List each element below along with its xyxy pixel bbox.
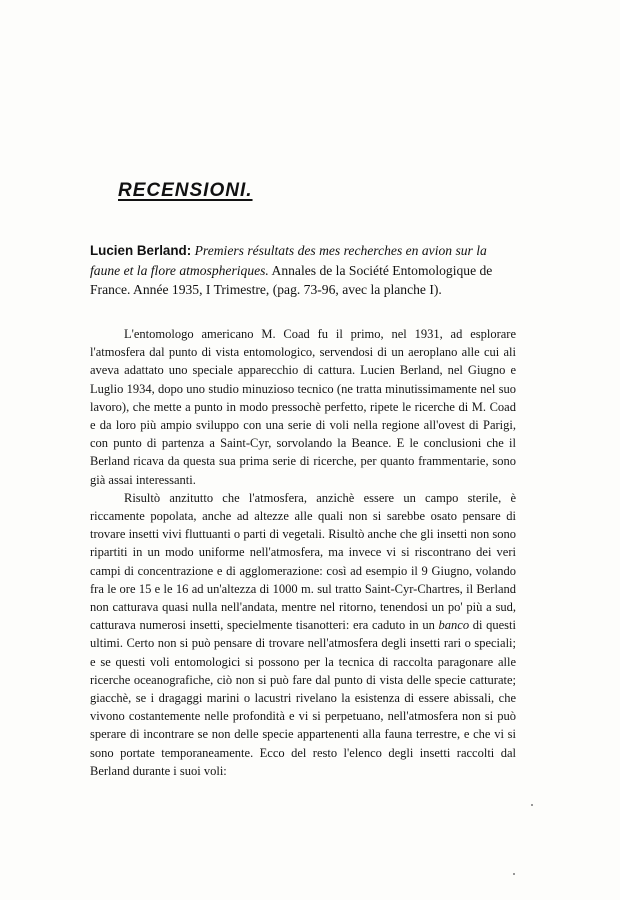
review-author: Lucien Berland bbox=[90, 243, 187, 258]
review-body bbox=[90, 325, 516, 780]
review-citation bbox=[90, 241, 516, 300]
paragraph-2-part-b: di questi ultimi. Certo non si può pensare di trovare nell'atmosfera degli insetti rari o speciali; e se questi voli entomologici si possono per la tecnica di raccolta paragonare alle ricerche oceanografiche, ciò non si può fare dal punto di vista delle specie catturate; giacchè, se i dragaggi marini o lacustri rivelano la esistenza di essere abissali, che vivono costantemente nelle profondità e vi si perpetuano, nell'atmosfera non si può sperare di incontrare se non delle specie appartenenti alla fauna terrestre, e che vi si sono portate temporaneamente. Ecco del resto l'elenco degli insetti raccolti dal Berland durante i suoi voli: bbox=[90, 618, 516, 778]
paragraph-2-emphasis: banco bbox=[438, 618, 470, 633]
scan-speck bbox=[531, 804, 533, 806]
review-title: Premiers résultats des mes recherches en avion sur la faune et la flore atmospheriques. bbox=[90, 243, 487, 278]
scan-speck bbox=[513, 873, 515, 875]
review-publication: Annales de la Société Entomologique de France. Année 1935, I Trimestre, (pag. 73-96, avec la planche I). bbox=[90, 262, 493, 298]
paragraph-2 bbox=[90, 489, 516, 780]
paragraph-1: L'entomologo americano M. Coad fu il primo, nel 1931, ad esplorare l'atmosfera dal punto di vista entomologico, servendosi di un aeroplano alle cui ali aveva adattato uno speciale apparecchio di cattura. Lucien Berland, nel Giugno e Luglio 1934, dopo uno studio minuzioso tecnico (ne tratta minutissimamente nel suo lavoro), che mette a punto in modo pressochè perfetto, ripete le ricerche di M. Coad e da loro più ampio sviluppo con una serie di voli nella regione all'ovest di Parigi, con punto di partenza a Saint-Cyr, sorvolando la Beance. E le conclusioni che il Berland ricava da questa sua prima serie di ricerche, per quanto frammentarie, sono già assai interessanti. bbox=[90, 327, 516, 487]
author-separator: : bbox=[186, 243, 192, 258]
paragraph-2-part-a: Risultò anzitutto che l'atmosfera, anzichè essere un campo sterile, è riccamente popolata, anche ad altezze alle quali non si sarebbe osato pensare di trovare insetti vivi fluttuanti o parti di vegetali. Risultò anche che gli insetti non sono ripartiti in un modo uniforme nell'atmosfera, ma invece vi si riscontrano dei veri campi di concentrazione e di agglomerazione: così ad esempio il 9 Giugno, volando fra le ore 15 e le 16 ad un'altezza di 1000 m. sul tratto Saint-Cyr-Chartres, il Berland non catturava quasi nulla nell'andata, mentre nel ritorno, tenendosi un po' più a sud, catturava numerosi insetti, specielmente tisanotteri: era caduto in un bbox=[90, 490, 516, 633]
section-heading: RECENSIONI. bbox=[118, 180, 253, 201]
